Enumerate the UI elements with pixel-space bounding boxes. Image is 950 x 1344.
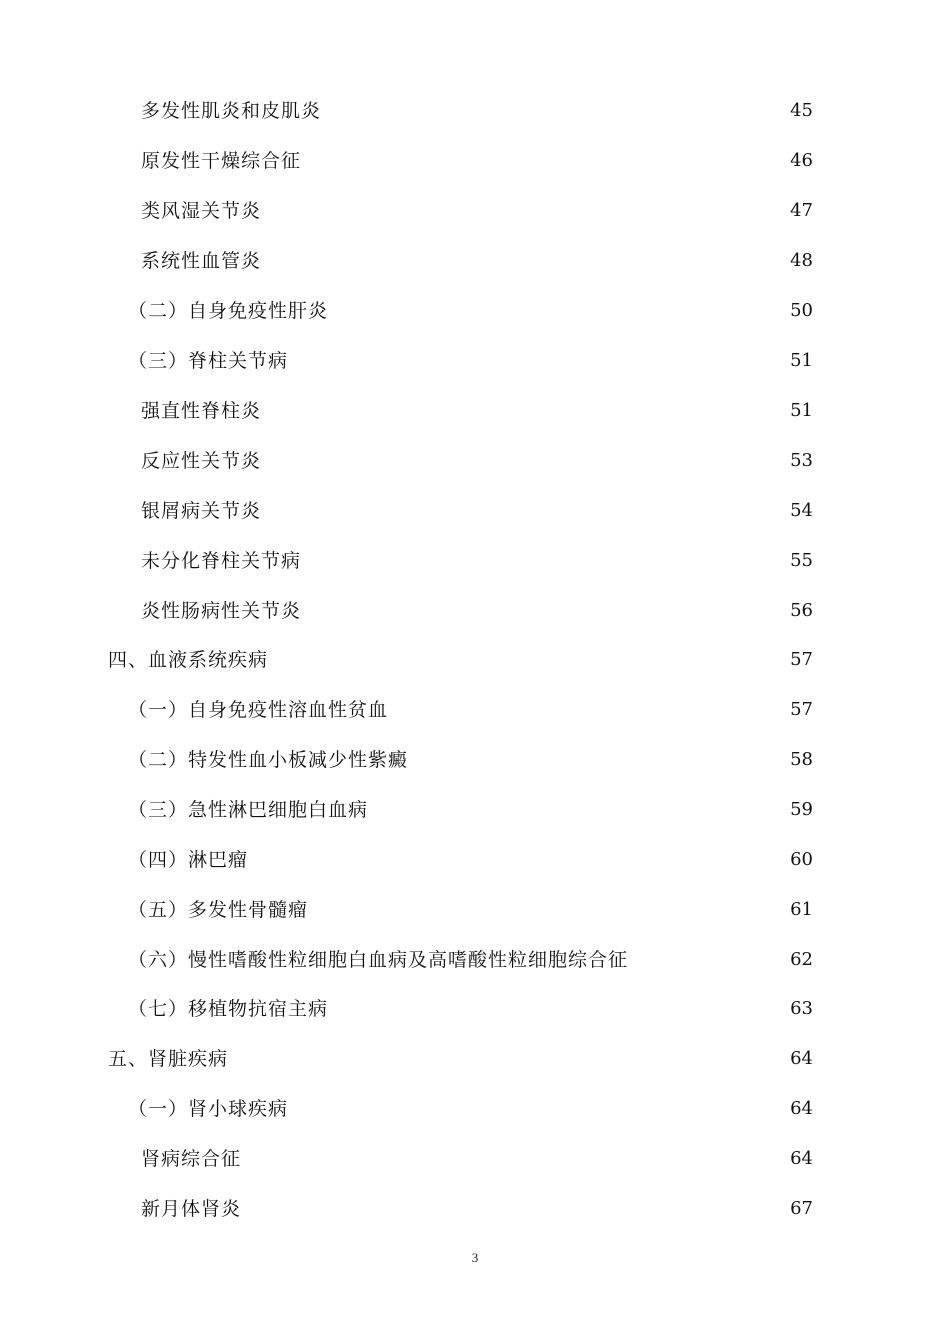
- page-number: 3: [471, 1250, 479, 1265]
- toc-entry-page: 59: [790, 799, 813, 820]
- toc-entry[interactable]: [128, 895, 813, 925]
- toc-entry[interactable]: [141, 546, 813, 576]
- dot-leader: [254, 845, 785, 875]
- toc-entry-title: （一）自身免疫性溶血性贫血: [128, 699, 389, 721]
- toc-entry-page: 63: [790, 998, 813, 1019]
- toc-entry-page: 51: [790, 400, 813, 421]
- toc-entry-title: （三）脊柱关节病: [128, 350, 289, 372]
- toc-entry[interactable]: [141, 596, 813, 626]
- toc-entry-title: （二）特发性血小板减少性紫癜: [128, 749, 409, 771]
- dot-leader: [314, 895, 785, 925]
- toc-entry-page: 67: [790, 1198, 813, 1219]
- dot-leader: [294, 1094, 785, 1124]
- toc-entry[interactable]: [128, 695, 813, 725]
- toc-entry-page: 62: [790, 949, 813, 970]
- toc-entry[interactable]: [141, 196, 813, 226]
- toc-entry[interactable]: [128, 745, 813, 775]
- toc-entry-page: 46: [790, 150, 813, 171]
- toc-entry[interactable]: [141, 1144, 813, 1174]
- toc-entry-title: 多发性肌炎和皮肌炎: [141, 100, 322, 122]
- dot-leader: [307, 596, 785, 626]
- toc-entry-page: 57: [790, 699, 813, 720]
- toc-entry[interactable]: [141, 446, 813, 476]
- toc-entry-page: 56: [790, 600, 813, 621]
- toc-entry-title: 反应性关节炎: [141, 450, 262, 472]
- toc-entry[interactable]: [141, 1194, 813, 1224]
- dot-leader: [234, 1044, 785, 1074]
- toc-entry-page: 57: [790, 649, 813, 670]
- toc-entry-title: （七）移植物抗宿主病: [128, 998, 329, 1020]
- toc-entry-title: 未分化脊柱关节病: [141, 550, 302, 572]
- toc-entry[interactable]: [128, 795, 813, 825]
- toc-entry-title: （五）多发性骨髓瘤: [128, 899, 309, 921]
- dot-leader: [414, 745, 785, 775]
- dot-leader: [374, 795, 785, 825]
- toc-entry-title: 新月体肾炎: [141, 1198, 242, 1220]
- toc-entry[interactable]: [128, 296, 813, 326]
- toc-entry[interactable]: [108, 645, 813, 675]
- toc-entry-page: 47: [790, 200, 813, 221]
- toc-entry-title: 炎性肠病性关节炎: [141, 600, 302, 622]
- dot-leader: [267, 196, 785, 226]
- dot-leader: [334, 994, 785, 1024]
- toc-entry[interactable]: [128, 845, 813, 875]
- dot-leader: [267, 446, 785, 476]
- toc-entry[interactable]: [141, 96, 813, 126]
- dot-leader: [247, 1144, 785, 1174]
- toc-entry-page: 53: [790, 450, 813, 471]
- toc-entry[interactable]: [141, 496, 813, 526]
- dot-leader: [267, 496, 785, 526]
- toc-entry-title: （一）肾小球疾病: [128, 1098, 289, 1120]
- toc-entry[interactable]: [108, 1044, 813, 1074]
- toc-entry-page: 51: [790, 350, 813, 371]
- dot-leader: [294, 346, 785, 376]
- dot-leader: [274, 645, 785, 675]
- toc-entry-title: 系统性血管炎: [141, 250, 262, 272]
- dot-leader: [247, 1194, 785, 1224]
- toc-entry[interactable]: [128, 994, 813, 1024]
- toc-entry-page: 54: [790, 500, 813, 521]
- toc-entry-title: （四）淋巴瘤: [128, 849, 249, 871]
- toc-entry[interactable]: [141, 396, 813, 426]
- toc-entry-page: 50: [790, 300, 813, 321]
- toc-entry-page: 64: [790, 1098, 813, 1119]
- toc-entry-page: 55: [790, 550, 813, 571]
- toc-entry-title: （二）自身免疫性肝炎: [128, 300, 329, 322]
- toc-entry-title: 四、血液系统疾病: [108, 649, 269, 671]
- toc-entry-page: 48: [790, 250, 813, 271]
- dot-leader: [334, 296, 785, 326]
- toc-entry-page: 60: [790, 849, 813, 870]
- toc-entry-title: （三）急性淋巴细胞白血病: [128, 799, 369, 821]
- toc-entry-page: 64: [790, 1148, 813, 1169]
- toc-entry[interactable]: [141, 146, 813, 176]
- toc-entry-title: 肾病综合征: [141, 1148, 242, 1170]
- toc-entry[interactable]: [141, 246, 813, 276]
- toc-entry-title: 原发性干燥综合征: [141, 150, 302, 172]
- dot-leader: [327, 96, 785, 126]
- toc-entry-title: 五、肾脏疾病: [108, 1048, 229, 1070]
- toc-entry-title: 强直性脊柱炎: [141, 400, 262, 422]
- dot-leader: [267, 246, 785, 276]
- dot-leader: [634, 945, 785, 975]
- toc-entry-page: 64: [790, 1048, 813, 1069]
- toc-entry-title: （六）慢性嗜酸性粒细胞白血病及高嗜酸性粒细胞综合征: [128, 949, 629, 971]
- dot-leader: [394, 695, 785, 725]
- toc-entry-title: 类风湿关节炎: [141, 200, 262, 222]
- dot-leader: [307, 146, 785, 176]
- toc-entry[interactable]: [128, 945, 813, 975]
- dot-leader: [307, 546, 785, 576]
- toc-entry-page: 61: [790, 899, 813, 920]
- toc-entry[interactable]: [128, 1094, 813, 1124]
- dot-leader: [267, 396, 785, 426]
- toc-entry-page: 45: [790, 100, 813, 121]
- toc-entry-page: 58: [790, 749, 813, 770]
- toc-entry-title: 银屑病关节炎: [141, 500, 262, 522]
- toc-entry[interactable]: [128, 346, 813, 376]
